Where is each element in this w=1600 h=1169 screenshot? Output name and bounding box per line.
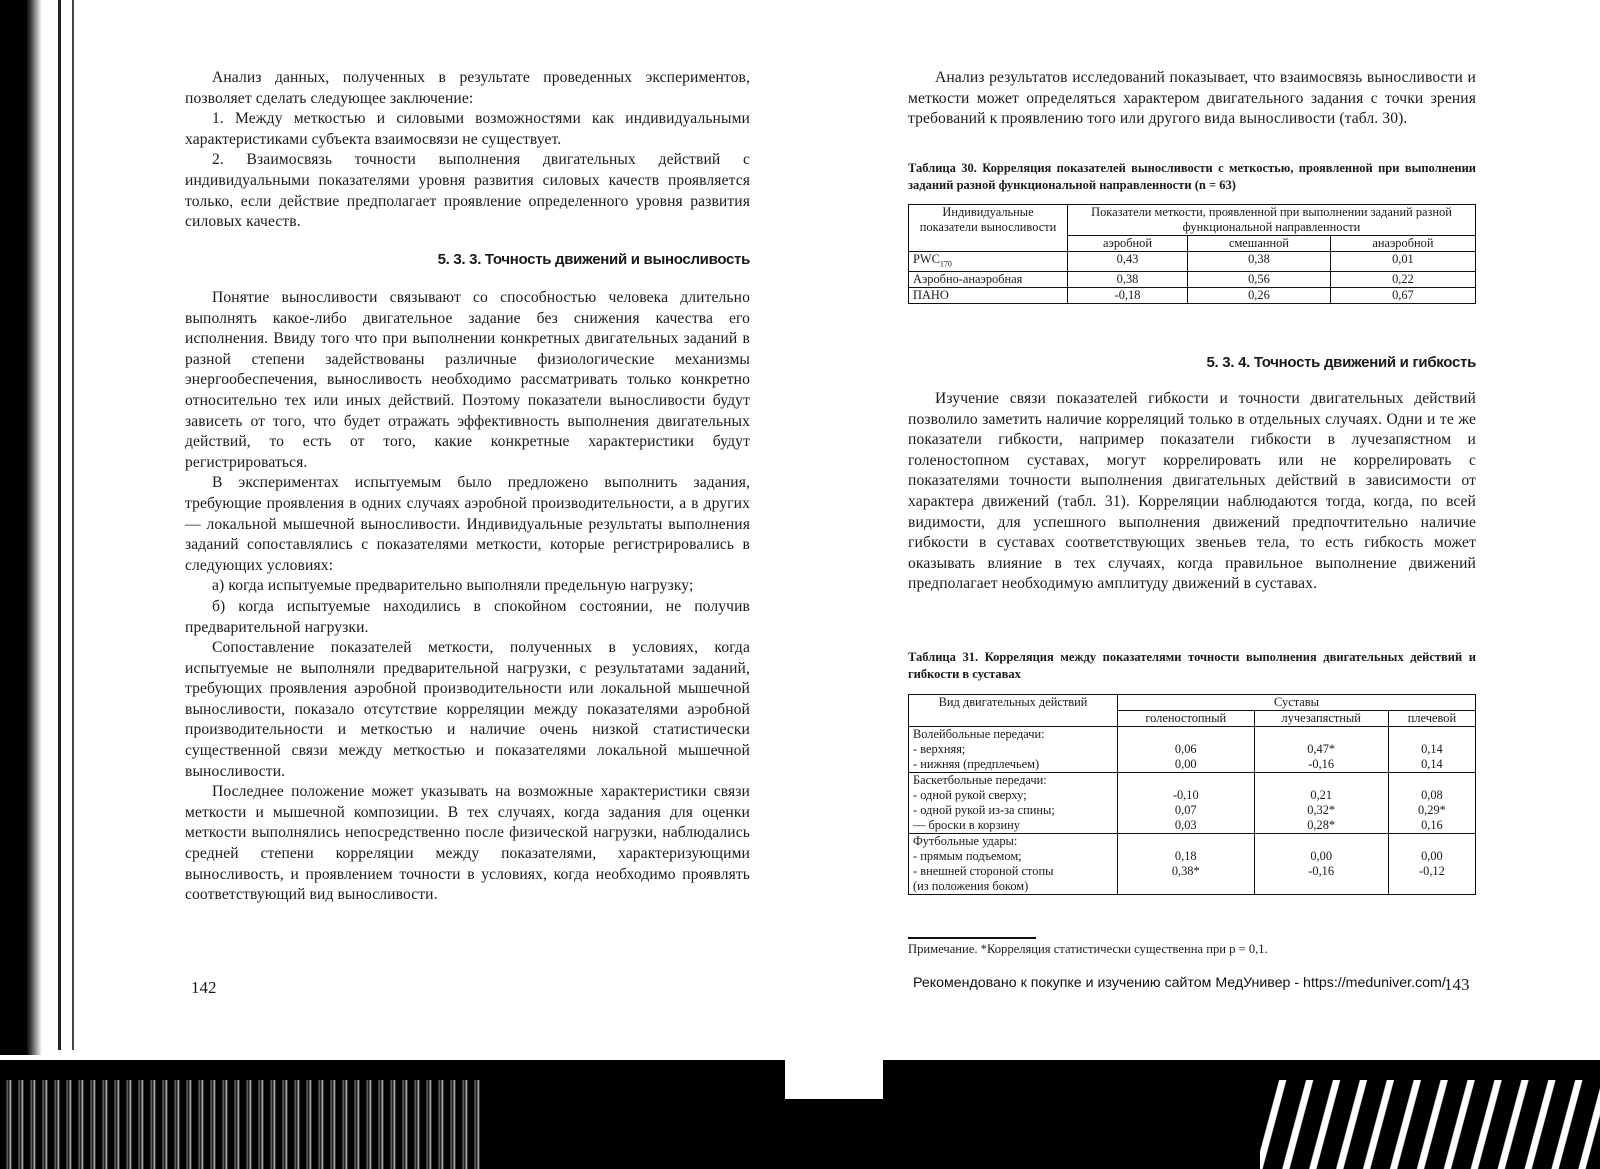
table31-header-row-label: Вид двигательных действий: [909, 695, 1118, 727]
table30-row: [909, 252, 1476, 272]
table31-row-label: - внешней стороной стопы: [909, 864, 1118, 879]
scan-edge-left-line-2: [72, 0, 74, 1050]
table30-col-1: аэробной: [1068, 236, 1188, 252]
footer-promo-link[interactable]: Рекомендовано к покупке и изучению сайтом МедУнивер - https://meduniver.com/: [913, 975, 1446, 991]
table31-row-label: - одной рукой из-за спины;: [909, 803, 1118, 818]
table30-row: [909, 288, 1476, 304]
body-paragraph-2: В экспериментах испытуемым было предложено выполнить задания, требующие проявления в одних случаях аэробной производительности, а в других — локальной мышечной выносливости. Индивидуальные результаты выполнения заданий сопоставлялись с показателями меткости, которые регистрировались в следующих условиях:: [185, 474, 750, 574]
page-number-left: 142: [191, 978, 217, 997]
intro-paragraph-3: 2. Взаимосвязь точности выполнения двигательных действий с индивидуальными показателями уровня развития силовых качеств проявляется только, если действие предполагает проявление определенного уровня развития силовых качеств.: [185, 151, 750, 231]
table30-caption: Таблица 30. Корреляция показателей выносливости с меткостью, проявленной при выполнении заданий разной функциональной направленности (n = 63): [908, 161, 1476, 192]
table30-cell: 0,56: [1188, 272, 1331, 288]
table31-row: [909, 757, 1476, 773]
body-paragraph-1: Понятие выносливости связывают со способностью человека длительно выполнять какое-либо двигательное задание без снижения качества его исполнения. Ввиду того что при выполнении конкретных двигательных заданий в разной степени задействованы различные физиологические механизмы энергообеспечения, выносливость необходимо рассматривать только конкретно относительно тех или иных действий. Поэтому показатели выносливости будут зависеть от того, что будет отражать эффективность выполнения двигательных действий, то есть от того, какие конкретные характеристики будут регистрироваться.: [185, 289, 750, 471]
table31-col-1: голеностопный: [1118, 711, 1255, 727]
table31-cell: 0,28*: [1254, 818, 1388, 834]
table31-cell: -0,10: [1118, 788, 1255, 803]
table30-col-2: смешанной: [1188, 236, 1331, 252]
table31-cell: 0,29*: [1388, 803, 1475, 818]
body-paragraph-6: Последнее положение может указывать на возможные характеристики связи меткости и мышечной композиции. В тех случаях, когда задания для оценки меткости выполнялись непосредственно после физической нагрузки, наблюдались средней степени корреляции между показателями, характеризующими выносливость, и проявлением точности в условиях, когда необходимо проявлять соответствующий вид выносливости.: [185, 783, 750, 904]
table30: [908, 204, 1476, 304]
table31-group-title: Футбольные удары:: [909, 834, 1118, 850]
table30-col-3: анаэробной: [1330, 236, 1475, 252]
table30-row-label: $PWC_{170}$: [909, 252, 1068, 272]
scan-bottom-gap: [785, 1055, 883, 1099]
table30-row-label: ПАНО: [909, 288, 1068, 304]
table31-cell: 0,21: [1254, 788, 1388, 803]
section-heading-5-3-3: 5. 3. 3. Точность движений и выносливость: [437, 251, 750, 268]
table31-header-group: Суставы: [1118, 695, 1476, 711]
table30-cell: 0,67: [1330, 288, 1475, 304]
table31-cell: -0,16: [1254, 757, 1388, 773]
table31-cell: [1118, 879, 1255, 895]
table30-cell: 0,26: [1188, 288, 1331, 304]
table31-cell: -0,12: [1388, 864, 1475, 879]
table31-row-label: - одной рукой сверху;: [909, 788, 1118, 803]
table30-header-group: Показатели меткости, проявленной при выполнении заданий разной функциональной направленности: [1068, 205, 1476, 236]
table31-group-title-row: [909, 727, 1476, 743]
scan-edge-left: [0, 0, 42, 1055]
table30-row-label: Аэробно-анаэробная: [909, 272, 1068, 288]
table31-row-label: - прямым подъемом;: [909, 849, 1118, 864]
table31-col-2: лучезапястный: [1254, 711, 1388, 727]
table31-cell: 0,32*: [1254, 803, 1388, 818]
table31-row: [909, 742, 1476, 757]
table31-row: [909, 864, 1476, 879]
table30-cell: 0,38: [1188, 252, 1331, 272]
table31-cell: 0,03: [1118, 818, 1255, 834]
scan-bottom-right-marks: [1260, 1080, 1600, 1169]
table31: [908, 694, 1476, 895]
table30-cell: 0,01: [1330, 252, 1475, 272]
table31-cell: 0,16: [1388, 818, 1475, 834]
table31-cell: [1254, 879, 1388, 895]
table30-cell: 0,43: [1068, 252, 1188, 272]
intro-paragraph-1: Анализ данных, полученных в результате проведенных экспериментов, позволяет сделать следующее заключение:: [185, 69, 750, 107]
footnote-rule: [908, 937, 1036, 939]
right-paragraph-mid: Изучение связи показателей гибкости и точности двигательных действий позволило заметить наличие корреляций только в отдельных случаях. Одни и те же показатели гибкости, например показатели гибкости в лучезапястном и голеностопном суставах, могут коррелировать или не коррелировать с показателями точности выполнения двигательных действий в зависимости от характера движений (табл. 31). Корреляции наблюдаются тогда, когда, по всей видимости, для успешного выполнения движений предпочтительно наличие гибкости в суставах соответствующих звеньев тела, то есть гибкость может оказывать влияние в тех случаях, когда правильное выполнение движений предполагает необходимую амплитуду движений в суставах.: [908, 390, 1476, 593]
intro-paragraph-2: 1. Между меткостью и силовыми возможностями как индивидуальными характеристиками субъекта взаимосвязи не существует.: [185, 110, 750, 148]
table31-cell: 0,07: [1118, 803, 1255, 818]
table31-cell: 0,14: [1388, 757, 1475, 773]
table31-cell: 0,00: [1118, 757, 1255, 773]
page-number-right: 143: [1444, 975, 1470, 994]
table31-group-title-row: [909, 834, 1476, 850]
table31-row: [909, 788, 1476, 803]
table31-group-title-row: [909, 773, 1476, 789]
table31-cell: 0,08: [1388, 788, 1475, 803]
right-paragraph-top: Анализ результатов исследований показывает, что взаимосвязь выносливости и меткости может определяться характером двигательного задания с точки зрения требований к проявлению того или другого вида выносливости (табл. 30).: [908, 69, 1476, 128]
table31-cell: 0,06: [1118, 742, 1255, 757]
table31-note: Примечание. *Корреляция статистически существенна при р = 0,1.: [908, 942, 1268, 956]
table30-cell: 0,38: [1068, 272, 1188, 288]
scan-bottom-white: [480, 1105, 1260, 1169]
table31-row-label: (из положения боком): [909, 879, 1118, 895]
table30-row: [909, 272, 1476, 288]
table31-group-title: Волейбольные передачи:: [909, 727, 1118, 743]
table31-cell: [1388, 879, 1475, 895]
body-paragraph-3: а) когда испытуемые предварительно выполняли предельную нагрузку;: [212, 577, 694, 595]
table31-cell: 0,00: [1388, 849, 1475, 864]
scan-bottom-left-stripes: [0, 1080, 480, 1169]
table31-row-label: - верхняя;: [909, 742, 1118, 757]
table31-row: [909, 803, 1476, 818]
table31-cell: 0,18: [1118, 849, 1255, 864]
body-paragraph-4: б) когда испытуемые находились в спокойном состоянии, не получив предварительной нагрузки.: [185, 597, 750, 636]
table31-caption: Таблица 31. Корреляция между показателями точности выполнения двигательных действий и гибкости в суставах: [908, 650, 1476, 681]
table31-cell: -0,16: [1254, 864, 1388, 879]
table31-row: [909, 818, 1476, 834]
table31-row-label: - нижняя (предплечьем): [909, 757, 1118, 773]
table31-cell: 0,47*: [1254, 742, 1388, 757]
table31-cell: 0,00: [1254, 849, 1388, 864]
table31-row-label: — броски в корзину: [909, 818, 1118, 834]
table30-header-row-label: Индивидуальные показатели выносливости: [909, 205, 1068, 252]
table31-group-title: Баскетбольные передачи:: [909, 773, 1118, 789]
table30-cell: 0,22: [1330, 272, 1475, 288]
body-paragraph-5: Сопоставление показателей меткости, полученных в условиях, когда испытуемые не выполняли предварительной нагрузки, с результатами заданий, требующих проявления аэробной производительности или локальной мышечной выносливости, показало отсутствие корреляции между показателями аэробной производительности и меткостью и наличие очень низкой статистически существенной связи между меткостью и показателями локальной мышечной выносливости.: [185, 639, 750, 780]
table31-cell: 0,14: [1388, 742, 1475, 757]
table31-col-3: плечевой: [1388, 711, 1475, 727]
table31-row: [909, 849, 1476, 864]
table31-row: [909, 879, 1476, 895]
table31-cell: 0,38*: [1118, 864, 1255, 879]
section-heading-5-3-4: 5. 3. 4. Точность движений и гибкость: [1206, 354, 1476, 371]
table30-cell: -0,18: [1068, 288, 1188, 304]
scan-edge-left-line: [58, 0, 61, 1050]
